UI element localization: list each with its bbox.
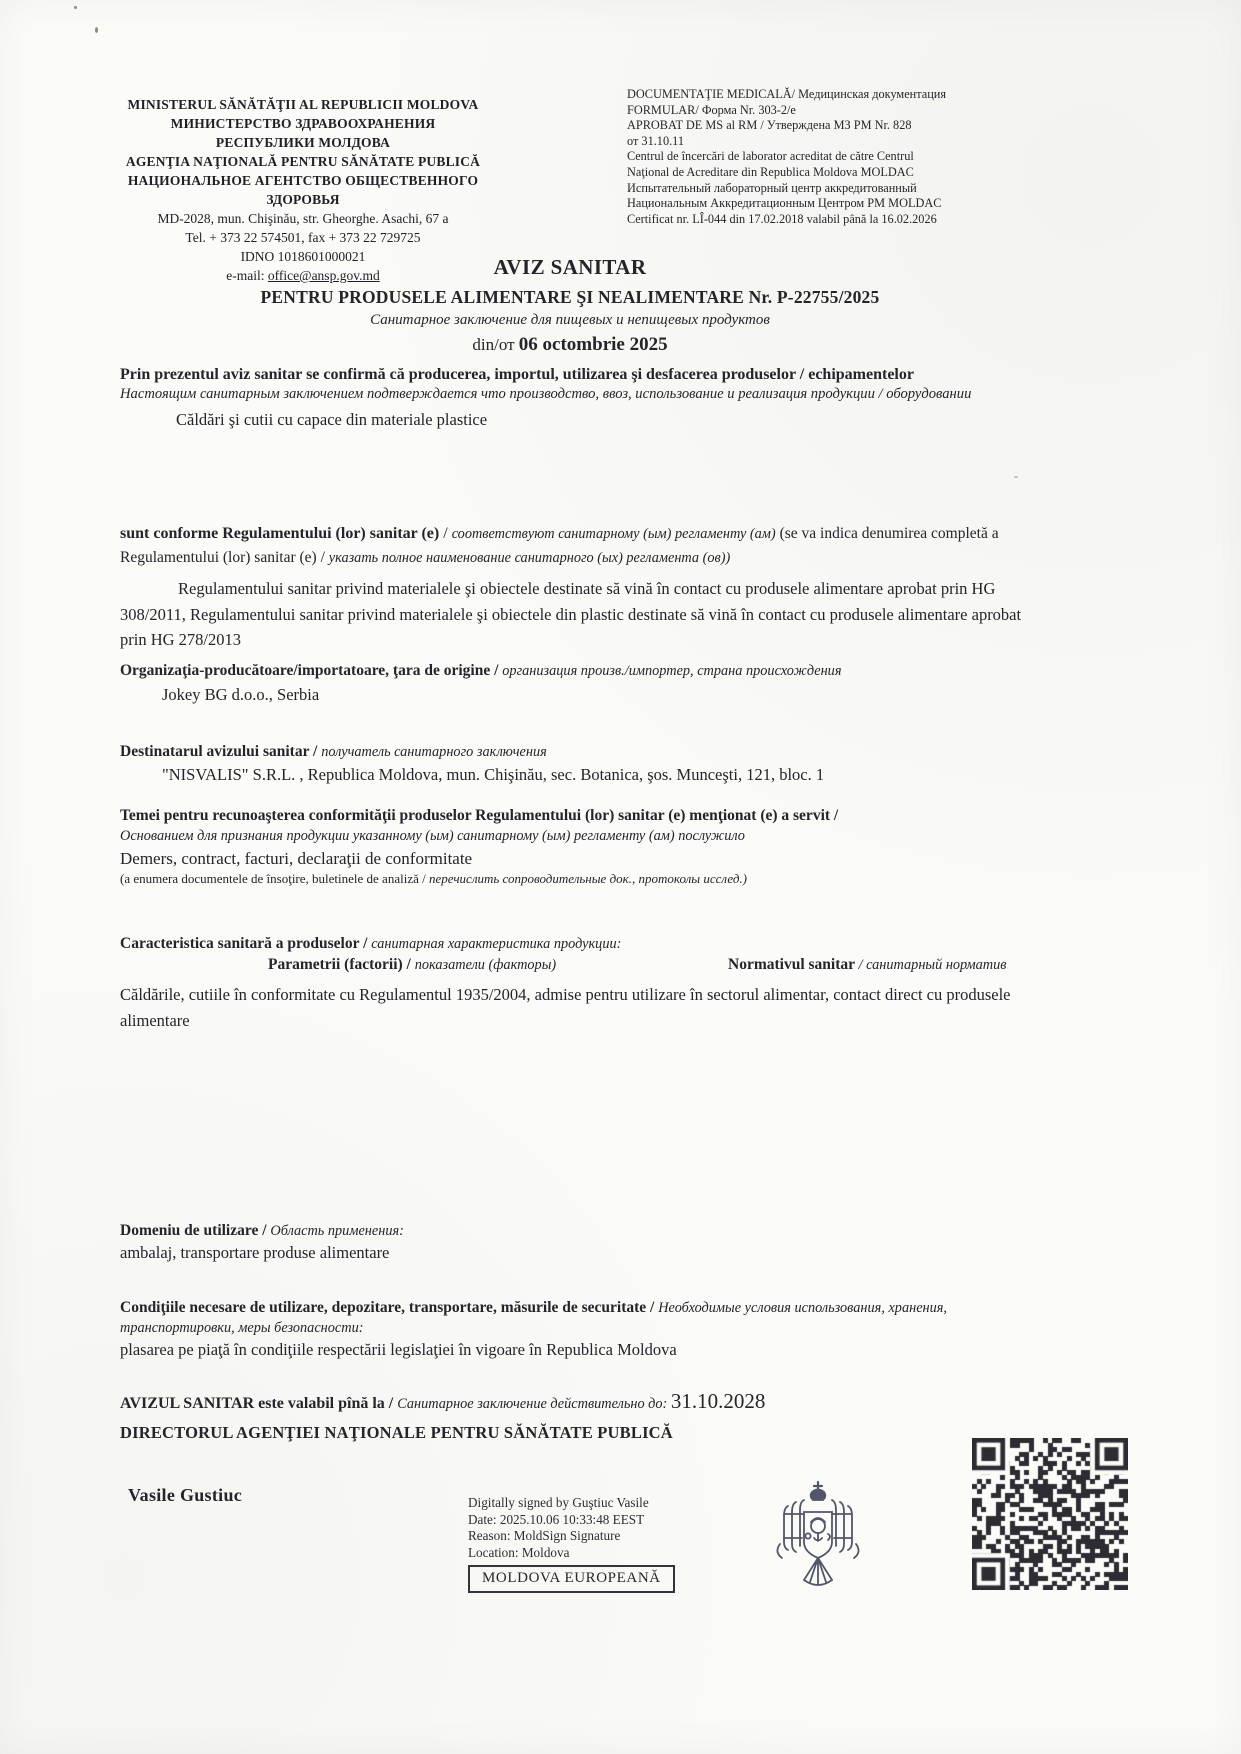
scan-speck (1014, 476, 1018, 478)
moldova-coat-of-arms-icon (768, 1478, 868, 1602)
agency-name-ro: AGENŢIA NAŢIONALĂ PENTRU SĂNĂTATE PUBLICĂ (125, 154, 481, 169)
lab-accreditation-ro-2: Naţional de Acreditare din Republica Moldova MOLDAC (627, 164, 914, 179)
conformity-line2-ru: указать полное наименование санитарного (ых) регламента (ов)) (328, 550, 731, 566)
basis-note-ru: перечислить сопроводительные док., протоколы исслед.) (428, 871, 747, 886)
basis-value: Demers, contract, facturi, declaraţii de conformitate (120, 849, 473, 868)
norm-header-ru: / санитарный норматив (858, 957, 1007, 973)
separator: / (439, 525, 452, 542)
validity-date: 31.10.2028 (670, 1389, 766, 1413)
qr-code (972, 1438, 1128, 1590)
recipient-label (120, 743, 1040, 761)
usage-label-ro: Domeniu de utilizare / (120, 1222, 271, 1239)
parameters-header-ro: Parametrii (factorii) / (268, 956, 415, 973)
usage-section (120, 1222, 1040, 1263)
basis-label-ro: Temei pentru recunoaşterea conformităţii produselor Regulamentului (lor) sanitar (e) menţionat (e) a servit / (120, 807, 839, 824)
producer-label-ru: организация произв./импортер, страна происхождения (502, 663, 842, 679)
producer-label-ro: Organizaţia-producătoare/importatoare, ţara de origine / (120, 662, 503, 679)
agency-email: office@ansp.gov.md (267, 268, 380, 283)
conformity-line2-ro: Regulamentului (lor) sanitar (e) / (120, 549, 329, 566)
agency-idno: IDNO 1018601000021 (240, 249, 366, 264)
characteristics-columns (120, 956, 1050, 980)
characteristics-label-ru: санитарная характеристика продукции: (371, 936, 622, 952)
issue-date-line (130, 334, 1010, 356)
ministry-name-ru-2: РЕСПУБЛИКИ МОЛДОВА (215, 135, 391, 150)
recipient-label-ru: получатель санитарного заключения (321, 744, 547, 760)
form-number-line: FORMULAR/ Форма Nr. 303-2/e (627, 102, 796, 117)
validity-label-ru: Санитарное заключение действительно до: (397, 1396, 671, 1412)
usage-value: ambalaj, transportare produse alimentare (120, 1243, 390, 1262)
parameters-header-ru: показатели (факторы) (414, 957, 557, 973)
usage-label (120, 1222, 1040, 1240)
product-description: Căldări şi cutii cu capace din materiale plastice (176, 410, 488, 429)
conformity-label-ro: sunt conforme Regulamentului (lor) sanitar (e) (120, 525, 440, 542)
basis-label-ru: Основанием для признания продукции указанному (ым) санитарному (ым) регламенту (ам) послужило (120, 828, 745, 844)
characteristics-section (120, 935, 1050, 1033)
lab-accreditation-ru-1: Испытательный лабораторный центр аккредитованный (627, 180, 917, 195)
characteristics-value: Căldările, cutiile în conformitate cu Regulamentul 1935/2004, admise pentru utilizare în sectorul alimentar, contact direct cu produsele alimentare (120, 985, 1011, 1030)
lab-accreditation-ru-2: Национальным Аккредитационным Центром РМ MOLDAC (627, 196, 942, 211)
confirmation-section (120, 366, 1040, 430)
regulations-text: Regulamentului sanitar privind materialele şi obiectele destinate să vină în contact cu produsele alimentare aprobat prin HG 308/2011, Regulamentului sanitar privind materialele şi obiectele din plastic destinate să vină în contact cu produsele alimentare aprobat prin HG 278/2013 (120, 579, 1022, 649)
director-title-line: DIRECTORUL AGENŢIEI NAŢIONALE PENTRU SĂNĂTATE PUBLICĂ (120, 1423, 673, 1442)
digital-signature-block (468, 1495, 698, 1593)
conformity-label-tail: (se va indica denumirea completă a (775, 525, 999, 542)
conditions-label-ru1: Необходимые условия использования, хранения, (658, 1300, 948, 1316)
page-title: AVIZ SANITAR (493, 255, 647, 279)
issue-date-label: din/от (472, 335, 519, 354)
norm-column-header (728, 956, 1006, 974)
producer-label (120, 662, 1040, 680)
digital-signature-line: Digitally signed by Guştiuc Vasile (468, 1495, 649, 1510)
producer-value: Jokey BG d.o.o., Serbia (162, 685, 320, 704)
ministry-name-ro: MINISTERUL SĂNĂTĂŢII AL REPUBLICII MOLDOVA (127, 97, 479, 112)
agency-address: MD-2028, mun. Chişinău, str. Gheorghe. Asachi, 67 a (157, 211, 449, 226)
approval-line: APROBAT DE MS al RM / Утверждена МЗ РМ Nr. 828 (627, 118, 912, 133)
scan-speck (74, 6, 77, 9)
validity-line (120, 1389, 1060, 1414)
recipient-section (120, 743, 1040, 785)
conditions-label-ru2: транспортировки, меры безопасности: (120, 1320, 364, 1336)
usage-label-ru: Область применения: (270, 1223, 404, 1239)
validity-section (120, 1389, 1060, 1443)
conditions-value: plasarea pe piaţă în condiţiile respectării legislaţiei în vigoare în Republica Moldova (120, 1340, 677, 1359)
confirmation-lead-ro: Prin prezentul aviz sanitar se confirmă că producerea, importul, utilizarea şi desfacerea produselor / echipamentelor (120, 366, 914, 383)
conformity-label-ru: соответствуют санитарному (ым) регламенту (ам) (451, 526, 776, 542)
moldova-europeana-stamp: MOLDOVA EUROPEANĂ (468, 1565, 675, 1593)
certificate-line: Certificat nr. LÎ-044 din 17.02.2018 valabil până la 16.02.2026 (627, 211, 937, 226)
digital-signature-line: Location: Moldova (468, 1544, 570, 1560)
title-translation-ru: Санитарное заключение для пищевых и непищевых продуктов (370, 312, 770, 328)
validity-label-ro: AVIZUL SANITAR este valabil pînă la / (120, 1395, 398, 1412)
characteristics-label (120, 935, 1050, 953)
approval-date-line: от 31.10.11 (627, 133, 685, 148)
producer-section (120, 662, 1040, 705)
recipient-label-ro: Destinatarul avizului sanitar / (120, 743, 322, 760)
digital-signature-line: Date: 2025.10.06 10:33:48 EEST (468, 1511, 645, 1527)
ministry-name-ru-1: МИНИСТЕРСТВО ЗДРАВООХРАНЕНИЯ (170, 116, 436, 131)
characteristics-label-ro: Caracteristica sanitară a produselor / (120, 935, 372, 952)
norm-header-ro: Normativul sanitar (728, 956, 859, 973)
parameters-column-header (268, 956, 556, 974)
basis-section (120, 807, 1050, 887)
digital-signature-line: Reason: MoldSign Signature (468, 1528, 621, 1544)
title-subject-number: PENTRU PRODUSELE ALIMENTARE ŞI NEALIMENTARE Nr. P-22755/2025 (260, 287, 880, 307)
agency-name-ru-2: ЗДОРОВЬЯ (266, 192, 340, 207)
conditions-label (120, 1299, 1060, 1317)
issue-date-value: 06 octombrie 2025 (518, 334, 668, 355)
conditions-section (120, 1299, 1060, 1360)
conformity-section (120, 522, 1045, 653)
conditions-label-ro: Condiţiile necesare de utilizare, depozitare, transportare, măsurile de securitate / (120, 1299, 659, 1316)
agency-name-ru-1: НАЦИОНАЛЬНОЕ АГЕНТСТВО ОБЩЕСТВЕННОГО (127, 173, 479, 188)
recipient-value: "NISVALIS" S.R.L. , Republica Moldova, mun. Chişinău, sec. Botanica, şos. Munceşti, 121, bloc. 1 (162, 765, 825, 784)
basis-note-ro: (a enumera documentele de însoţire, buletinele de analiză / (120, 871, 429, 886)
email-label: e-mail: (226, 268, 268, 283)
confirmation-lead-ru: Настоящим санитарным заключением подтверждается что производство, ввоз, использование и реализация продукции / оборудовании (120, 386, 972, 402)
conformity-label-line1 (120, 522, 1045, 546)
lab-accreditation-ro-1: Centrul de încercări de laborator acreditat de către Centrul (627, 149, 914, 164)
doc-type-line: DOCUMENTAŢIE MEDICALĂ/ Медицинская документация (627, 87, 947, 101)
basis-note (120, 871, 1050, 887)
scan-speck (95, 27, 98, 33)
agency-phone-fax: Tel. + 373 22 574501, fax + 373 22 729725 (185, 230, 421, 245)
signer-name: Vasile Gustiuc (128, 1485, 243, 1505)
document-title-block (130, 255, 1010, 356)
form-accreditation-block (627, 87, 1052, 227)
conformity-label-line2 (120, 546, 1045, 570)
